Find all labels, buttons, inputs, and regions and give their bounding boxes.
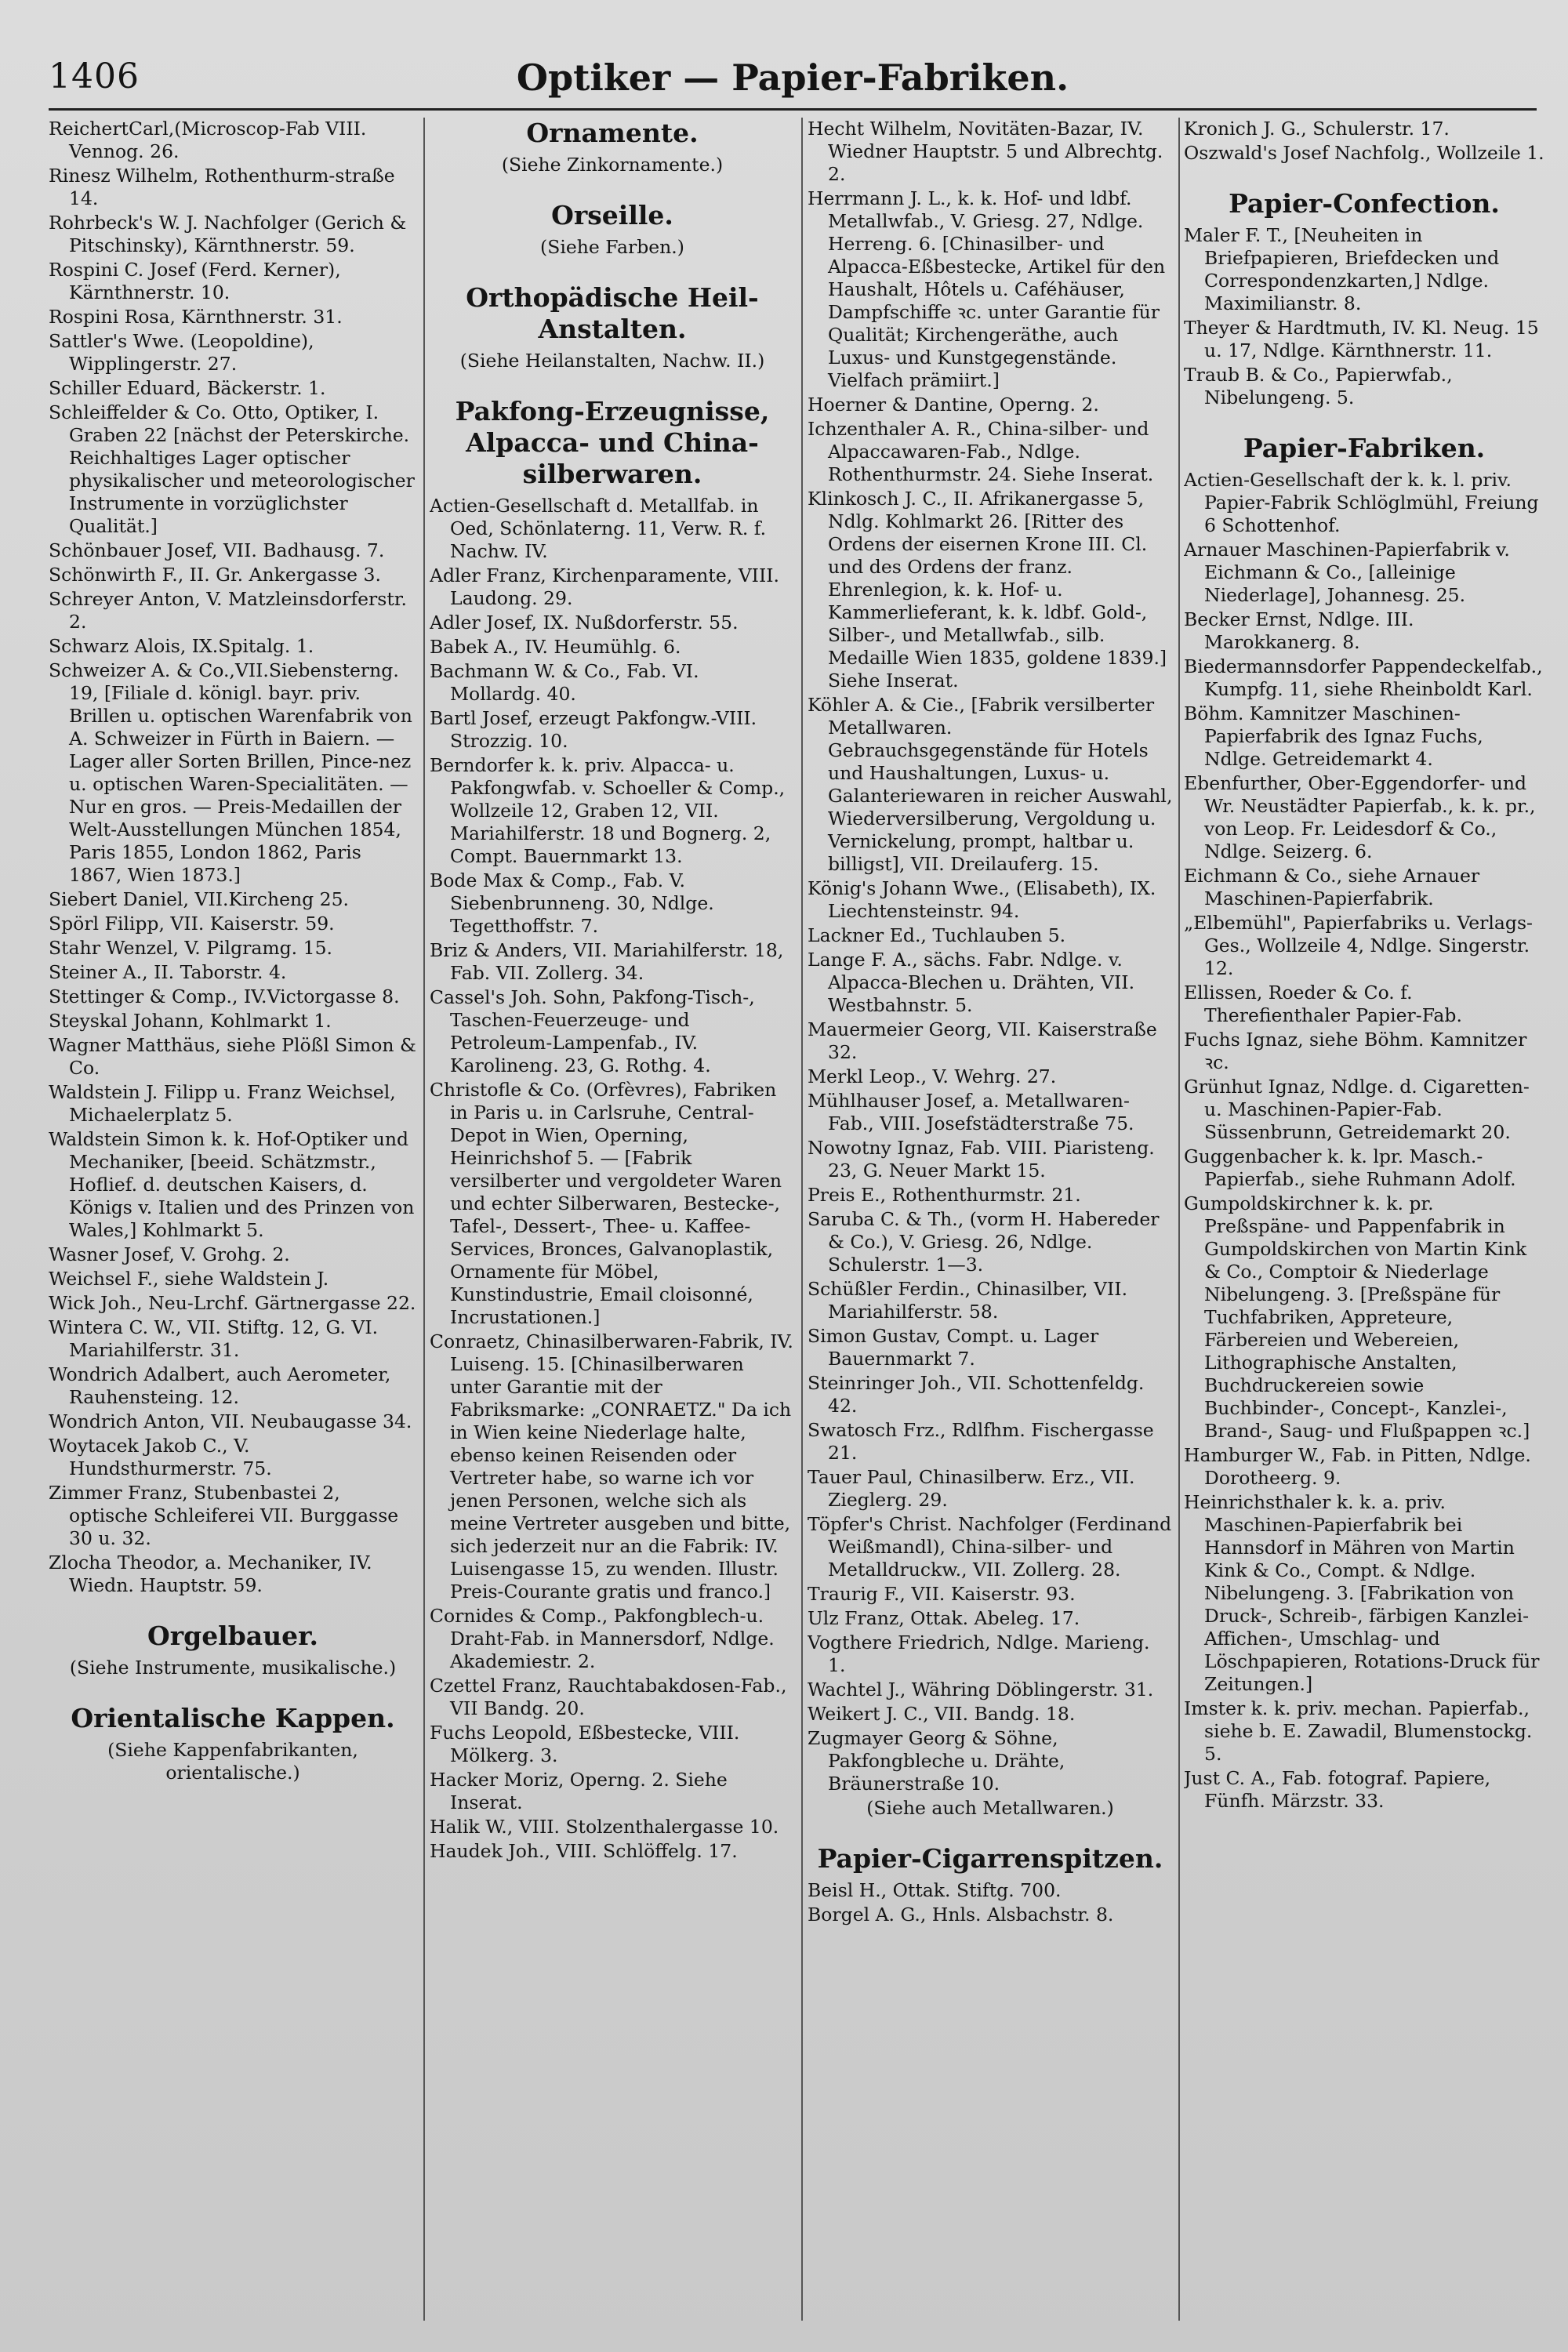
directory-entry: Steinringer Joh., VII. Schottenfeldg. 42. bbox=[808, 1372, 1145, 1417]
directory-entry: Mühlhauser Josef, a. Metallwaren-Fab., VIII. Josefstädterstraße 75. bbox=[808, 1090, 1134, 1134]
directory-entry: Zugmayer Georg & Söhne, Pakfongbleche u. Drähte, Bräunerstraße 10. bbox=[808, 1727, 1065, 1795]
directory-entry: Adler Josef, IX. Nußdorferstr. 55. bbox=[430, 612, 739, 633]
section-heading: Orseille. bbox=[551, 200, 673, 230]
directory-entry: Becker Ernst, Ndlge. III. Marokkanerg. 8. bbox=[1184, 608, 1414, 653]
directory-entry: Vogthere Friedrich, Ndlge. Marieng. 1. bbox=[808, 1632, 1150, 1676]
running-title: Optiker — Papier-Fabriken. bbox=[516, 56, 1069, 99]
directory-entry: Beisl H., Ottak. Stiftg. 700. bbox=[808, 1879, 1062, 1901]
section-heading: Papier-Cigarrenspitzen. bbox=[817, 1843, 1163, 1874]
directory-entry: Arnauer Maschinen-Papierfabrik v. Eichmann & Co., [alleinige Niederlage], Johannesg. 25. bbox=[1184, 539, 1510, 606]
directory-entry: König's Johann Wwe., (Elisabeth), IX. Liechtensteinstr. 94. bbox=[808, 877, 1156, 922]
column-1 bbox=[49, 118, 417, 2328]
cross-reference-note: (Siehe auch Metallwaren.) bbox=[866, 1797, 1114, 1819]
page-header bbox=[49, 56, 1537, 111]
directory-entry: Stettinger & Comp., IV.Victorgasse 8. bbox=[49, 985, 400, 1007]
column-divider bbox=[801, 118, 803, 2321]
directory-entry: Steiner A., II. Taborstr. 4. bbox=[49, 961, 287, 983]
cross-reference-note: (Siehe Instrumente, musikalische.) bbox=[69, 1657, 397, 1679]
directory-entry: Bachmann W. & Co., Fab. VI. Mollardg. 40. bbox=[430, 660, 699, 705]
directory-entry: Wagner Matthäus, siehe Plößl Simon & Co. bbox=[49, 1034, 416, 1079]
directory-entry: Kronich J. G., Schulerstr. 17. bbox=[1184, 118, 1450, 140]
directory-entry: Fuchs Leopold, Eßbestecke, VIII. Mölkerg. 3. bbox=[430, 1722, 740, 1766]
column-4 bbox=[1184, 118, 1544, 2328]
directory-entry: Siebert Daniel, VII.Kircheng 25. bbox=[49, 888, 350, 910]
section-heading: Pakfong-Erzeugnisse, Alpacca- und China-silberwaren. bbox=[455, 396, 770, 489]
directory-entry: Wick Joh., Neu-Lrchf. Gärtnergasse 22. bbox=[49, 1292, 416, 1314]
directory-entry: Rospini Rosa, Kärnthnerstr. 31. bbox=[49, 306, 343, 328]
section-heading: Orthopädische Heil-Anstalten. bbox=[466, 282, 759, 344]
column-divider bbox=[423, 118, 425, 2321]
directory-entry: Grünhut Ignaz, Ndlge. d. Cigaretten- u. Maschinen-Papier-Fab. Süssenbrunn, Getreidemarkt 20. bbox=[1184, 1076, 1530, 1143]
directory-entry: Schiller Eduard, Bäckerstr. 1. bbox=[49, 377, 326, 399]
directory-entry: Theyer & Hardtmuth, IV. Kl. Neug. 15 u. 17, Ndlge. Kärnthnerstr. 11. bbox=[1184, 317, 1539, 361]
directory-entry: ReichertCarl,(Microscop-Fab VIII. Vennog. 26. bbox=[49, 118, 367, 162]
directory-entry: Ebenfurther, Ober-Eggendorfer- und Wr. Neustädter Papierfab., k. k. pr., von Leop. Fr. Leidesdorf & Co., Ndlge. Seizerg. 6. bbox=[1184, 772, 1536, 862]
directory-entry: Hacker Moriz, Operng. 2. Siehe Inserat. bbox=[430, 1769, 728, 1813]
directory-entry: Weichsel F., siehe Waldstein J. bbox=[49, 1268, 329, 1290]
directory-entry: Lackner Ed., Tuchlauben 5. bbox=[808, 924, 1066, 946]
directory-entry: Rospini C. Josef (Ferd. Kerner), Kärnthnerstr. 10. bbox=[49, 259, 341, 303]
directory-entry: Briz & Anders, VII. Mariahilferstr. 18, Fab. VII. Zollerg. 34. bbox=[430, 939, 784, 984]
directory-entry: Adler Franz, Kirchenparamente, VIII. Laudong. 29. bbox=[430, 564, 779, 609]
directory-entry: Gumpoldskirchner k. k. pr. Preßspäne- und Pappenfabrik in Gumpoldskirchen von Martin Kink & Co., Comptoir & Niederlage Nibelungeng. 3. [Preßspäne für Tuchfabriken, Appreteure, Färbereien und Webereien, Lithographische Anstalten, Buchdruckereien sowie Buchbinder-, Concept-, Kanzlei-, Brand-, Saug- und Flußpappen ꝛc.] bbox=[1184, 1192, 1530, 1442]
directory-entry: Schleiffelder & Co. Otto, Optiker, I. Graben 22 [nächst der Peterskirche. Reichhaltiges Lager optischer physikalischer und meteorologischer Instrumente in vorzüglichster Qualität.] bbox=[49, 401, 415, 537]
directory-entry: Czettel Franz, Rauchtabakdosen-Fab., VII Bandg. 20. bbox=[430, 1675, 787, 1719]
directory-entry: Cornides & Comp., Pakfongblech-u. Draht-Fab. in Mannersdorf, Ndlge. Akademiestr. 2. bbox=[430, 1605, 775, 1672]
directory-entry: Waldstein J. Filipp u. Franz Weichsel, Michaelerplatz 5. bbox=[49, 1081, 396, 1126]
directory-entry: Tauer Paul, Chinasilberw. Erz., VII. Zieglerg. 29. bbox=[808, 1466, 1135, 1511]
column-3 bbox=[808, 118, 1173, 2328]
directory-entry: Babek A., IV. Heumühlg. 6. bbox=[430, 636, 681, 658]
directory-entry: Bode Max & Comp., Fab. V. Siebenbrunneng. 30, Ndlge. Tegetthoffstr. 7. bbox=[430, 869, 714, 937]
directory-entry: Schönbauer Josef, VII. Badhausg. 7. bbox=[49, 539, 385, 561]
section-heading: Orgelbauer. bbox=[147, 1621, 319, 1651]
directory-entry: Zimmer Franz, Stubenbastei 2, optische Schleiferei VII. Burggasse 30 u. 32. bbox=[49, 1482, 399, 1549]
directory-entry: Maler F. T., [Neuheiten in Briefpapieren, Briefdecken und Correspondenzkarten,] Ndlge. Maximilianstr. 8. bbox=[1184, 224, 1500, 314]
directory-entry: Steyskal Johann, Kohlmarkt 1. bbox=[49, 1010, 332, 1032]
directory-entry: Traub B. & Co., Papierwfab., Nibelungeng. 5. bbox=[1184, 364, 1453, 408]
page-number: 1406 bbox=[49, 56, 140, 96]
directory-entry: Guggenbacher k. k. lpr. Masch.-Papierfab., siehe Ruhmann Adolf. bbox=[1184, 1145, 1516, 1190]
directory-entry: Oszwald's Josef Nachfolg., Wollzeile 1. bbox=[1184, 142, 1544, 164]
directory-entry: Mauermeier Georg, VII. Kaiserstraße 32. bbox=[808, 1018, 1157, 1063]
directory-entry: Köhler A. & Cie., [Fabrik versilberter Metallwaren. Gebrauchsgegenstände für Hotels und Haushaltungen, Luxus- u. Galanteriewaren in reicher Auswahl, Wiederversilberung, Vergoldung u. Vernickelung, prompt, haltbar u. billigst], VII. Dreilauferg. 15. bbox=[808, 694, 1173, 875]
column-2 bbox=[430, 118, 795, 2328]
header-rule bbox=[49, 108, 1537, 111]
directory-entry: Wintera C. W., VII. Stiftg. 12, G. VI. Mariahilferstr. 31. bbox=[49, 1316, 379, 1361]
directory-entry: Preis E., Rothenthurmstr. 21. bbox=[808, 1184, 1081, 1206]
directory-entry: Lange F. A., sächs. Fabr. Ndlge. v. Alpacca-Blechen u. Drähten, VII. Westbahnstr. 5. bbox=[808, 949, 1135, 1016]
directory-entry: Rinesz Wilhelm, Rothenthurm-straße 14. bbox=[49, 165, 395, 209]
directory-entry: Ellissen, Roeder & Co. f. Therefienthaler Papier-Fab. bbox=[1184, 982, 1462, 1026]
cross-reference-note: (Siehe Kappenfabrikanten, orientalische.) bbox=[107, 1739, 358, 1784]
directory-entry: Schüßler Ferdin., Chinasilber, VII. Mariahilferstr. 58. bbox=[808, 1278, 1128, 1323]
section-heading: Papier-Fabriken. bbox=[1243, 433, 1486, 463]
directory-entry: Wasner Josef, V. Grohg. 2. bbox=[49, 1243, 290, 1265]
directory-entry: Christofle & Co. (Orfèvres), Fabriken in Paris u. in Carlsruhe, Central-Depot in Wien, Operning, Heinrichshof 5. — [Fabrik versilberter und vergoldeter Waren und echter Silberwaren, Bestecke-, Tafel-, Dessert-, Thee- u. Kaffee-Services, Bronces, Galvanoplastik, Ornamente für Möbel, Kunstindustrie, Email cloisonné, Incrustationen.] bbox=[430, 1079, 782, 1328]
directory-entry: Swatosch Frz., Rdlfhm. Fischergasse 21. bbox=[808, 1419, 1154, 1464]
directory-entry: Schweizer A. & Co.,VII.Siebensterng. 19, [Filiale d. königl. bayr. priv. Brillen u. optischen Warenfabrik von A. Schweizer in Fürth in Baiern. — Lager aller Sorten Brillen, Pince-nez u. optischen Waren-Specialitäten. — Nur en gros. — Preis-Medaillen der Welt-Ausstellungen München 1854, Paris 1855, London 1862, Paris 1867, Wien 1873.] bbox=[49, 659, 412, 886]
directory-entry: Heinrichsthaler k. k. a. priv. Maschinen-Papierfabrik bei Hannsdorf in Mähren von Martin Kink & Co., Compt. & Ndlge. Nibelungeng. 3. [Fabrikation von Druck-, Schreib-, färbigen Kanzlei-Affichen-, Umschlag- und Löschpapieren, Rotations-Druck für Zeitungen.] bbox=[1184, 1491, 1540, 1695]
directory-entry: Zlocha Theodor, a. Mechaniker, IV. Wiedn. Hauptstr. 59. bbox=[49, 1552, 372, 1596]
directory-entry: Cassel's Joh. Sohn, Pakfong-Tisch-, Taschen-Feuerzeuge- und Petroleum-Lampenfab., IV. Karolineng. 23, G. Rothg. 4. bbox=[430, 986, 755, 1076]
directory-entry: Actien-Gesellschaft d. Metallfab. in Oed, Schönlaterng. 11, Verw. R. f. Nachw. IV. bbox=[430, 495, 767, 562]
directory-entry: Hoerner & Dantine, Operng. 2. bbox=[808, 394, 1099, 416]
directory-entry: Simon Gustav, Compt. u. Lager Bauernmarkt 7. bbox=[808, 1325, 1099, 1370]
column-divider bbox=[1178, 118, 1180, 2321]
directory-entry: Schönwirth F., II. Gr. Ankergasse 3. bbox=[49, 564, 381, 586]
directory-entry: Bartl Josef, erzeugt Pakfongw.-VIII. Strozzig. 10. bbox=[430, 707, 757, 752]
directory-entry: Weikert J. C., VII. Bandg. 18. bbox=[808, 1703, 1076, 1725]
directory-entry: Klinkosch J. C., II. Afrikanergasse 5, Ndlg. Kohlmarkt 26. [Ritter des Ordens der eisernen Krone III. Cl. und des Ordens der franz. Ehrenlegion, k. k. Hof- u. Kammerlieferant, k. k. ldbf. Gold-, Silber-, und Metallwfab., silb. Medaille Wien 1835, goldene 1839.] Siehe Inserat. bbox=[808, 488, 1167, 691]
directory-entry: Borgel A. G., Hnls. Alsbachstr. 8. bbox=[808, 1904, 1114, 1926]
section-heading: Orientalische Kappen. bbox=[71, 1703, 395, 1733]
directory-entry: Fuchs Ignaz, siehe Böhm. Kamnitzer ꝛc. bbox=[1184, 1029, 1527, 1073]
section-heading: Papier-Confection. bbox=[1229, 188, 1500, 219]
directory-entry: Sattler's Wwe. (Leopoldine), Wipplingerstr. 27. bbox=[49, 330, 314, 375]
directory-entry: Traurig F., VII. Kaiserstr. 93. bbox=[808, 1583, 1076, 1605]
directory-entry: Eichmann & Co., siehe Arnauer Maschinen-Papierfabrik. bbox=[1184, 865, 1480, 909]
directory-entry: Wondrich Anton, VII. Neubaugasse 34. bbox=[49, 1410, 412, 1432]
directory-entry: Schwarz Alois, IX.Spitalg. 1. bbox=[49, 635, 314, 657]
directory-entry: Merkl Leop., V. Wehrg. 27. bbox=[808, 1065, 1057, 1087]
directory-entry: Halik W., VIII. Stolzenthalergasse 10. bbox=[430, 1816, 779, 1838]
directory-entry: Wachtel J., Währing Döblingerstr. 31. bbox=[808, 1679, 1154, 1700]
directory-entry: Biedermannsdorfer Pappendeckelfab., Kumpfg. 11, siehe Rheinboldt Karl. bbox=[1184, 655, 1543, 700]
directory-entry: Actien-Gesellschaft der k. k. l. priv. Papier-Fabrik Schlöglmühl, Freiung 6 Schottenhof. bbox=[1184, 469, 1539, 536]
directory-entry: Nowotny Ignaz, Fab. VIII. Piaristeng. 23, G. Neuer Markt 15. bbox=[808, 1137, 1155, 1181]
directory-entry: Hecht Wilhelm, Novitäten-Bazar, IV. Wiedner Hauptstr. 5 und Albrechtg. 2. bbox=[808, 118, 1163, 185]
directory-entry: Hamburger W., Fab. in Pitten, Ndlge. Dorotheerg. 9. bbox=[1184, 1444, 1531, 1489]
directory-entry: Imster k. k. priv. mechan. Papierfab., siehe b. E. Zawadil, Blumenstockg. 5. bbox=[1184, 1697, 1533, 1765]
directory-entry: Schreyer Anton, V. Matzleinsdorferstr. 2. bbox=[49, 588, 407, 633]
directory-entry: Wondrich Adalbert, auch Aerometer, Rauhensteing. 12. bbox=[49, 1363, 391, 1408]
directory-entry: „Elbemühl", Papierfabriks u. Verlags-Ges., Wollzeile 4, Ndlge. Singerstr. 12. bbox=[1184, 912, 1533, 979]
cross-reference-note: (Siehe Farben.) bbox=[540, 236, 684, 258]
directory-entry: Böhm. Kamnitzer Maschinen-Papierfabrik des Ignaz Fuchs, Ndlge. Getreidemarkt 4. bbox=[1184, 702, 1483, 770]
directory-entry: Just C. A., Fab. fotograf. Papiere, Fünfh. Märzstr. 33. bbox=[1184, 1767, 1491, 1812]
directory-entry: Töpfer's Christ. Nachfolger (Ferdinand Weißmandl), China-silber- und Metalldruckw., VII. Zollerg. 28. bbox=[808, 1513, 1172, 1581]
directory-entry: Ichzenthaler A. R., China-silber- und Alpaccawaren-Fab., Ndlge. Rothenthurmstr. 24. Siehe Inserat. bbox=[808, 418, 1154, 485]
cross-reference-note: (Siehe Heilanstalten, Nachw. II.) bbox=[459, 350, 765, 372]
directory-entry: Ulz Franz, Ottak. Abeleg. 17. bbox=[808, 1607, 1080, 1629]
directory-entry: Saruba C. & Th., (vorm H. Habereder & Co.), V. Griesg. 26, Ndlge. Schulerstr. 1—3. bbox=[808, 1208, 1160, 1276]
directory-entry: Conraetz, Chinasilberwaren-Fabrik, IV. Luiseng. 15. [Chinasilberwaren unter Garantie mit der Fabriksmarke: „CONRAETZ." Da ich in Wien keine Niederlage halte, ebenso keinen Reisenden oder Vertreter habe, so warne ich vor jenen Personen, welche sich als meine Vertreter ausgeben und bitte, sich jederzeit nur an die Fabrik: IV. Luisengasse 15, zu wenden. Illustr. Preis-Courante gratis und franco.] bbox=[430, 1330, 793, 1602]
directory-entry: Rohrbeck's W. J. Nachfolger (Gerich & Pitschinsky), Kärnthnerstr. 59. bbox=[49, 212, 407, 256]
directory-entry: Herrmann J. L., k. k. Hof- und ldbf. Metallwfab., V. Griesg. 27, Ndlge. Herreng. 6. [Chinasilber- und Alpacca-Eßbestecke, Artikel für den Haushalt, Hôtels u. Caféhäuser, Dampfschiffe ꝛc. unter Garantie für Qualität; Kirchengeräthe, auch Luxus- und Kunstgegenstände. Vielfach prämiirt.] bbox=[808, 187, 1166, 391]
directory-entry: Haudek Joh., VIII. Schlöffelg. 17. bbox=[430, 1840, 738, 1862]
directory-entry: Stahr Wenzel, V. Pilgramg. 15. bbox=[49, 937, 332, 959]
directory-entry: Spörl Filipp, VII. Kaiserstr. 59. bbox=[49, 913, 335, 935]
section-heading: Ornamente. bbox=[526, 118, 699, 148]
directory-entry: Waldstein Simon k. k. Hof-Optiker und Mechaniker, [beeid. Schätzmstr., Hoflief. d. deutschen Kaisers, d. Königs v. Italien und des Prinzen von Wales,] Kohlmarkt 5. bbox=[49, 1128, 415, 1241]
directory-entry: Woytacek Jakob C., V. Hundsthurmerstr. 75. bbox=[49, 1435, 272, 1479]
directory-entry: Berndorfer k. k. priv. Alpacca- u. Pakfongwfab. v. Schoeller & Comp., Wollzeile 12, Graben 12, VII. Mariahilferstr. 18 und Bognerg. 2, Compt. Bauernmarkt 13. bbox=[430, 754, 786, 867]
cross-reference-note: (Siehe Zinkornamente.) bbox=[501, 154, 724, 176]
